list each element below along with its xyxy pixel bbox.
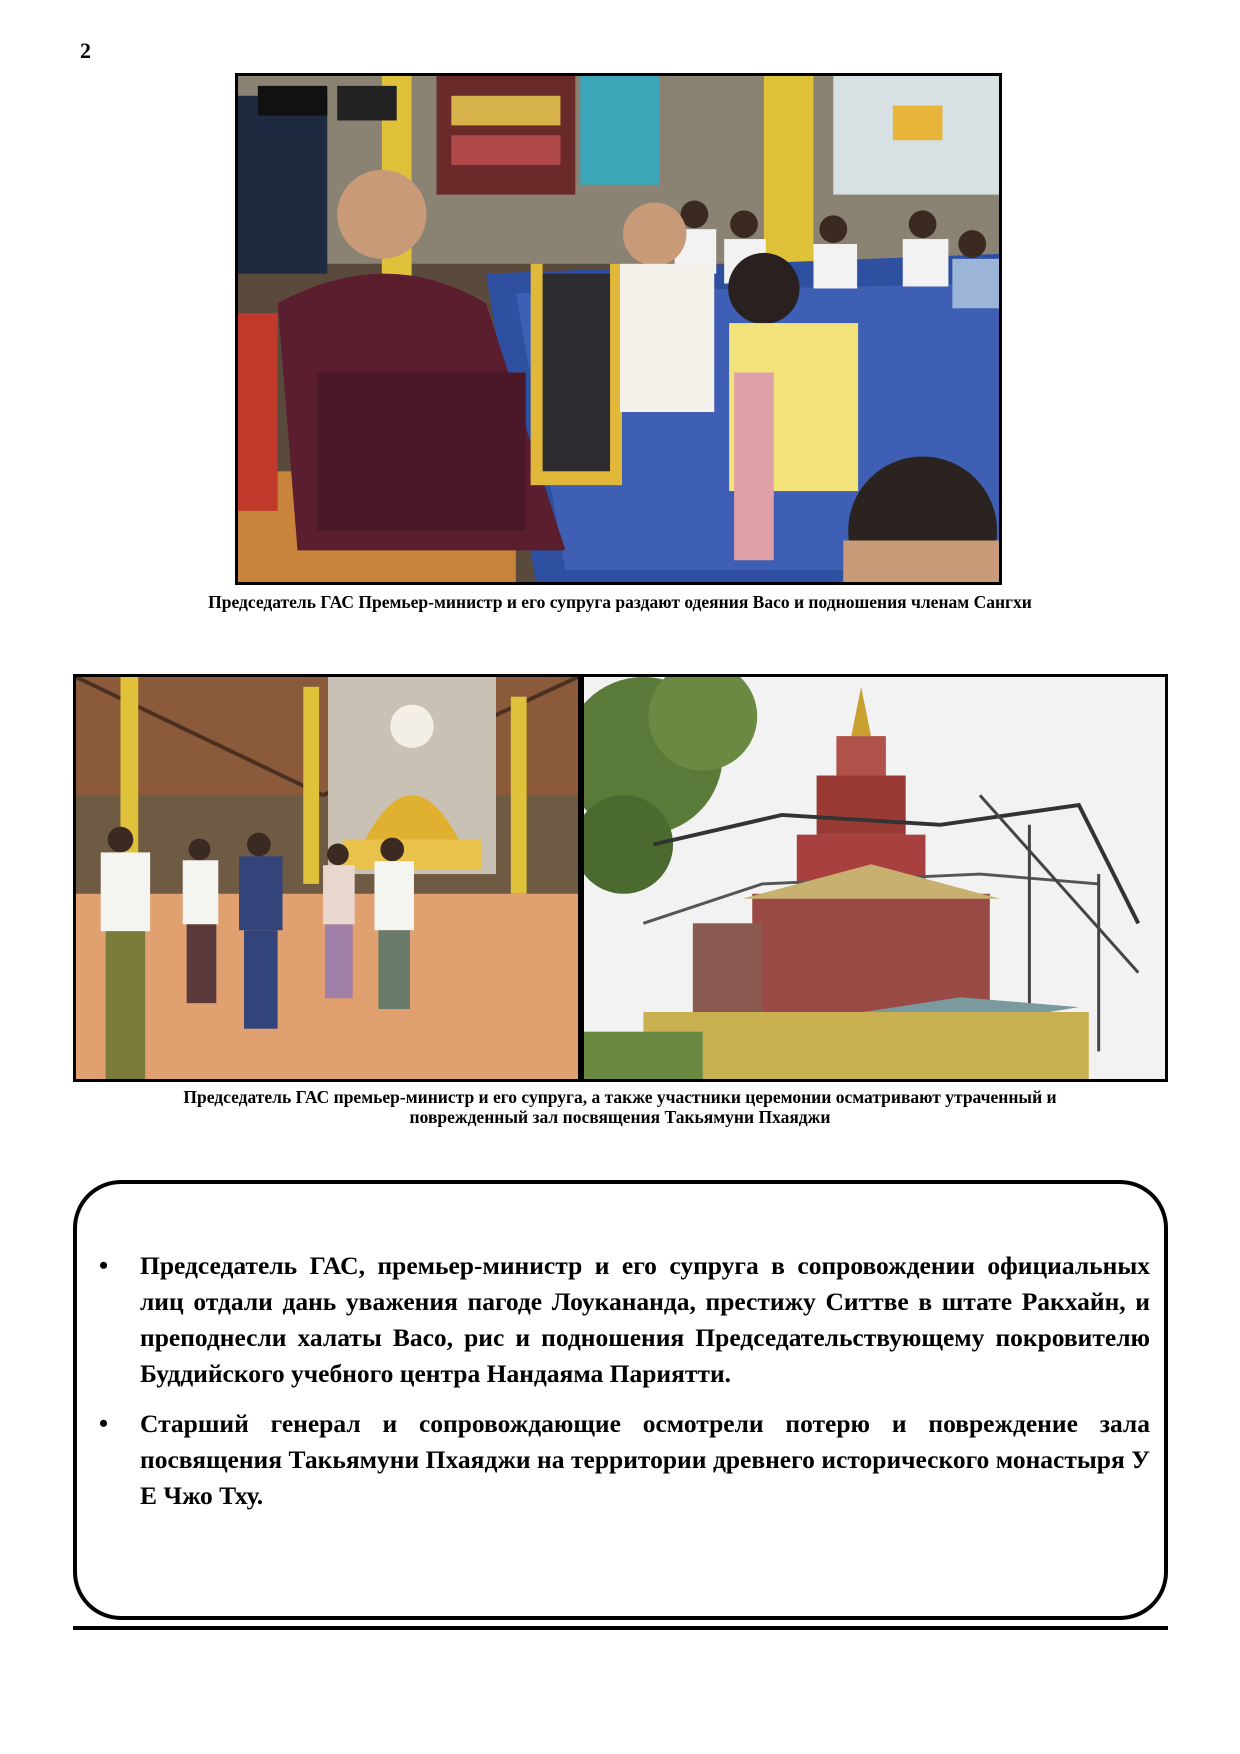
- summary-bullet-1: • Председатель ГАС, премьер-министр и его супруга в сопровождении официальных лиц отдали дань уважения пагоде Лоукананда, престижу Ситтве в штате Ракхайн, и преподнесли халаты Васо, рис и подношения Председательствующему покровителю Буддийского учебного центра Нандаяма Париятти.: [95, 1248, 1150, 1392]
- buddha-hall-visit-photo: [73, 674, 581, 1082]
- figure-caption-1: Председатель ГАС Премьер-министр и его супруга раздают одеяния Васо и подношения членам Сангхи: [208, 592, 1032, 612]
- figure-caption-2-line-1: Председатель ГАС премьер-министр и его супруга, а также участники церемонии осматривают утраченный и: [183, 1087, 1057, 1107]
- footer-rule: [73, 1626, 1168, 1630]
- summary-bullet-list: [95, 1248, 1150, 1528]
- ceremony-offering-photo: [235, 73, 1002, 585]
- summary-bullet-2: • Старший генерал и сопровождающие осмотрели потерю и повреждение зала посвящения Такьямуни Пхаяджи на территории древнего исторического монастыря У Е Чжо Тху.: [95, 1406, 1150, 1514]
- damaged-hall-photo: [581, 674, 1168, 1082]
- figure-caption-2: [60, 1087, 1180, 1127]
- page-number: 2: [80, 38, 91, 63]
- figure-caption-2-line-2: поврежденный зал посвящения Такьямуни Пхаяджи: [409, 1107, 831, 1127]
